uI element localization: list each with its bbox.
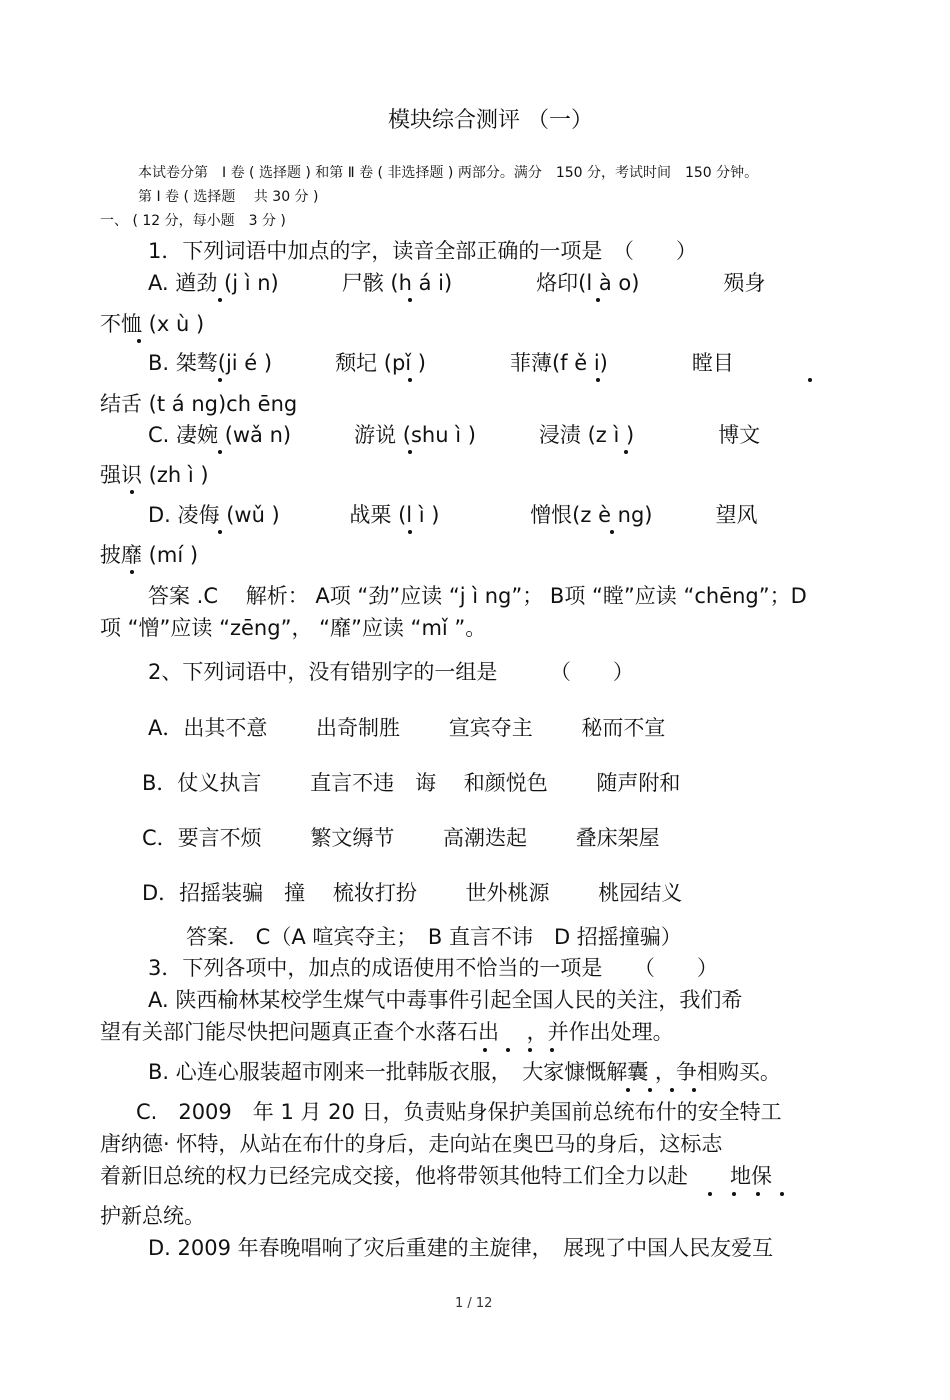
q2-answer: 答案． C（A 喧宾夺主； B 直言不讳 D 招摇撞骗） [186, 925, 682, 949]
emphasis-dot [550, 1048, 554, 1052]
emphasis-dot [648, 1088, 652, 1092]
q3-option-a: A. 陕西榆林某校学生煤气中毒事件引起全国人民的关注，我们希 [148, 988, 743, 1012]
question-3-stem: 3．下列各项中，加点的成语使用不恰当的一项是 （ ） [148, 956, 718, 980]
emphasis-dot [218, 530, 222, 534]
emphasis-dot [732, 1192, 736, 1196]
q1-option-b-cont: 结舌 (t á ng)ch ēng [100, 392, 298, 416]
q3-option-c: C. 2009 年 1 月 20 日，负责贴身保护美国前总统布什的安全特工 [136, 1100, 782, 1124]
volume-1-header: 第 Ⅰ 卷 ( 选择题 共 30 分 ) [138, 189, 319, 205]
q3-option-c-cont1: 唐纳德· 怀特，从站在布什的身后，走向站在奥巴马的身后，这标志 [100, 1132, 723, 1156]
page-number: 1 / 12 [455, 1296, 493, 1311]
q3-option-c-cont3: 护新总统。 [100, 1204, 205, 1228]
q1-answer-cont: 项 “憎”应读 “zēng”， “靡”应读 “mǐ ”。 [100, 616, 487, 640]
emphasis-dot [408, 378, 412, 382]
emphasis-dot [130, 570, 134, 574]
q1-option-c: C. 凄婉 (wǎ n) 游说 (shu ì ) 浸渍 (z ì ) 博文 [148, 423, 761, 447]
emphasis-dot [483, 1048, 487, 1052]
emphasis-dot [692, 1088, 696, 1092]
q1-option-c-cont: 强识 (zh ì ) [100, 463, 209, 487]
emphasis-dot [670, 1088, 674, 1092]
emphasis-dot [130, 490, 134, 494]
q1-option-d-cont: 披靡 (mí ) [100, 543, 199, 567]
q3-option-a-cont: 望有关部门能尽快把问题真正查个水落石出 ，并作出处理。 [100, 1020, 674, 1044]
emphasis-dot [610, 530, 614, 534]
emphasis-dot [756, 1192, 760, 1196]
q1-option-b: B. 桀骜(ji é ) 颓圮 (pǐ ) 菲薄(f ě i) 瞠目 [148, 351, 734, 375]
q1-option-a: A. 遒劲 (j ì n) 尸骸 (h á i) 烙印(l à o) 殒身 [148, 271, 766, 295]
exam-intro: 本试卷分第 Ⅰ 卷 ( 选择题 ) 和第 Ⅱ 卷 ( 非选择题 ) 两部分。满分 150 分，考试时间 150 分钟。 [138, 165, 759, 181]
question-2-stem: 2、下列词语中，没有错别字的一组是 （ ） [148, 660, 634, 684]
emphasis-dot [137, 339, 141, 343]
q1-option-d: D. 凌侮 (wǔ ) 战栗 (l ì ) 憎恨(z è ng) 望风 [148, 503, 758, 527]
emphasis-dot [708, 1192, 712, 1196]
emphasis-dot [218, 378, 222, 382]
q3-option-c-cont2: 着新旧总统的权力已经完成交接，他将带领其他特工们全力以赴 地保 [100, 1164, 772, 1188]
emphasis-dot [408, 450, 412, 454]
q2-option-c: C．要言不烦 繁文缛节 高潮迭起 叠床架屋 [142, 826, 660, 850]
emphasis-dot [596, 378, 600, 382]
emphasis-dot [624, 450, 628, 454]
emphasis-dot [808, 378, 812, 382]
q2-option-d: D．招摇装骗 撞 梳妆打扮 世外桃源 桃园结义 [142, 881, 683, 905]
question-1-stem: 1．下列词语中加点的字，读音全部正确的一项是 （ ） [148, 239, 697, 263]
emphasis-dot [506, 1048, 510, 1052]
q2-option-b: B．仗义执言 直言不违 诲 和颜悦色 随声附和 [142, 771, 681, 795]
emphasis-dot [408, 530, 412, 534]
emphasis-dot [626, 1088, 630, 1092]
page-title: 模块综合测评 （一） [388, 108, 593, 133]
emphasis-dot [218, 450, 222, 454]
emphasis-dot [780, 1192, 784, 1196]
q3-option-b: B. 心连心服装超市刚来一批韩版衣服， 大家慷慨解囊 ，争相购买。 [148, 1060, 781, 1084]
emphasis-dot [528, 1048, 532, 1052]
q3-option-d: D. 2009 年春晚唱响了灾后重建的主旋律， 展现了中国人民友爱互 [148, 1236, 774, 1260]
emphasis-dot [218, 298, 222, 302]
emphasis-dot [596, 298, 600, 302]
section-1-header: 一、 ( 12 分，每小题 3 分 ) [100, 213, 286, 229]
q1-answer: 答案 .C 解析： A项 “劲”应读 “j ì ng”； B项 “瞠”应读 “chēng”；D [148, 584, 807, 608]
q2-option-a: A．出其不意 出奇制胜 宣宾夺主 秘而不宣 [148, 716, 666, 740]
emphasis-dot [408, 298, 412, 302]
q1-option-a-cont: 不恤 (x ù ) [100, 312, 205, 336]
